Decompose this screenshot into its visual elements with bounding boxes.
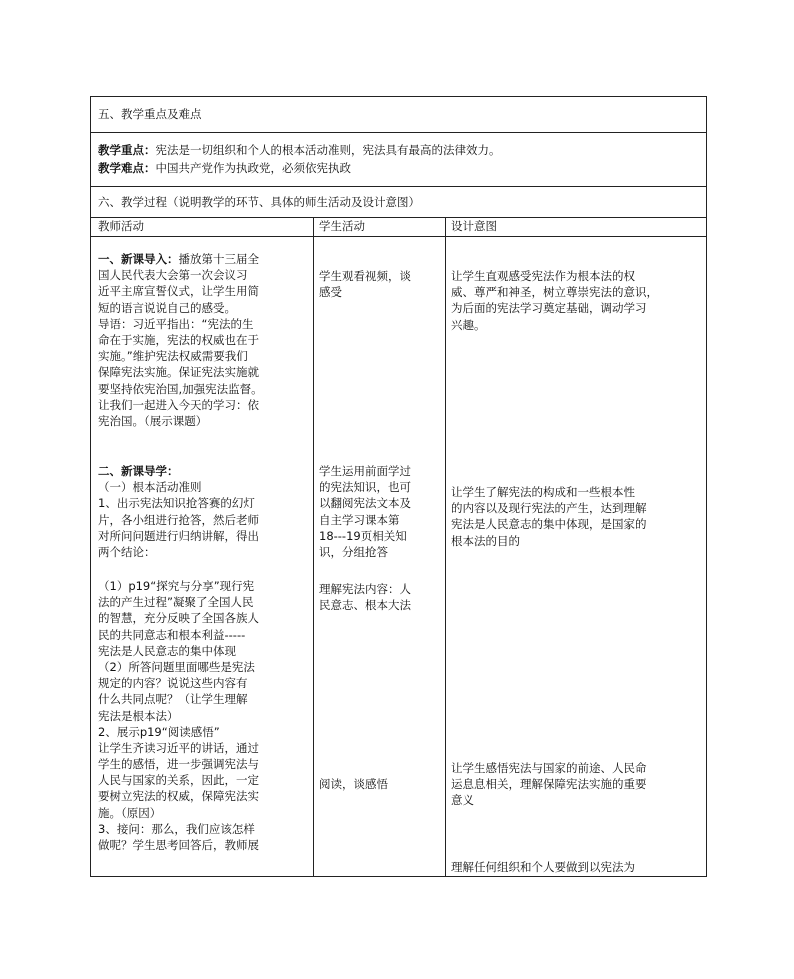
- text-line: [98, 544, 259, 560]
- text-line: [98, 512, 259, 528]
- student-activity-2: [319, 463, 411, 560]
- text-line: [98, 397, 263, 413]
- text-line: 威、尊严和神圣，树立尊崇宪法的意识，: [451, 285, 658, 300]
- key-point-text: 宪法是一切组织和个人的根本活动准则，宪法具有最高的法律效力。: [155, 143, 501, 157]
- text-line: [98, 413, 263, 429]
- text-line: 宪法是根本法）: [98, 708, 179, 723]
- text-line: 的内容以及现行宪法的产生，达到理解: [451, 501, 647, 516]
- text-line: [98, 332, 263, 348]
- line-text: 国人民代表大会第一次会议习: [98, 268, 248, 283]
- text-line: （2）所答问题里面哪些是宪法: [98, 659, 255, 674]
- teacher-intro-block: [98, 251, 263, 429]
- line-text: 两个结论：: [98, 544, 156, 559]
- text-line: 让学生直观感受宪法作为根本法的权: [451, 269, 635, 283]
- text-line: 人民与国家的关系，因此，一定: [98, 773, 259, 788]
- text-line: [98, 495, 259, 511]
- text-line: 根本法的目的: [451, 533, 520, 548]
- text-line: [98, 316, 263, 332]
- line-text: 让我们一起进入今天的学习：依: [98, 397, 259, 412]
- text-line: 让学生了解宪法的构成和一些根本性: [451, 485, 635, 499]
- text-line: 以翻阅宪法文本及: [319, 496, 411, 511]
- line-text: 要坚持依宪治国,加强宪法监督。: [98, 381, 263, 396]
- text-line: 民意志、根本大法: [319, 598, 411, 613]
- student-activity-1: [319, 268, 411, 300]
- text-line: （1）p19“探究与分享”现行宪: [98, 579, 255, 593]
- text-line: 18---19页相关知: [319, 528, 407, 543]
- difficulty-label: 教学难点：: [98, 161, 156, 175]
- text-line: 理解宪法内容：人: [319, 582, 411, 596]
- text-line: [98, 283, 263, 299]
- column-divider: [313, 217, 314, 877]
- text-line: 施。（原因）: [98, 805, 162, 820]
- bold-lead: 二、新课导学：: [98, 464, 179, 478]
- table-divider: [90, 236, 707, 237]
- text-line: 识，分组抢答: [319, 544, 388, 559]
- text-line: 学生观看视频，谈: [319, 269, 411, 283]
- teacher-steps-block: [98, 578, 259, 853]
- student-activity-3: [319, 581, 411, 613]
- text-line: 要树立宪法的权威，保障宪法实: [98, 789, 259, 804]
- text-line: [98, 348, 263, 364]
- table-divider: [90, 186, 707, 187]
- text-line: [98, 463, 259, 479]
- text-line: 兴趣。: [451, 317, 486, 332]
- text-line: 2、展示p19“阅读感悟”: [98, 724, 220, 739]
- line-text: 播放第十三届全: [178, 252, 259, 266]
- line-text: 实施。”维护宪法权威需要我们: [98, 349, 248, 364]
- text-line: 运息息相关，理解保障宪法实施的重要: [451, 777, 647, 792]
- section5-heading: 五、教学重点及难点: [98, 107, 202, 121]
- line-text: 导语：习近平指出：“宪法的生: [98, 316, 254, 331]
- line-text: 命在于实施，宪法的权威也在于: [98, 332, 259, 347]
- text-line: [98, 267, 263, 283]
- difficulty-text: 中国共产党作为执政党，必须依宪执政: [155, 161, 351, 175]
- text-line: 规定的内容？说说这些内容有: [98, 676, 248, 691]
- text-line: 让学生齐读习近平的讲话，通过: [98, 740, 259, 755]
- design-intent-2: [451, 484, 647, 549]
- text-line: 理解任何组织和个人要做到以宪法为: [451, 860, 635, 874]
- line-text: 短的语言说说自己的感受。: [98, 300, 236, 315]
- column-header-teacher: 教师活动: [98, 219, 144, 233]
- table-divider: [90, 217, 707, 218]
- text-line: 让学生感悟宪法与国家的前途、人民命: [451, 761, 647, 775]
- text-line: 3、接问：那么，我们应该怎样: [98, 821, 255, 836]
- line-text: 1、出示宪法知识抢答赛的幻灯: [98, 496, 255, 511]
- text-line: [98, 479, 259, 495]
- table-border-bottom: [90, 876, 707, 877]
- text-line: 意义: [451, 793, 474, 808]
- table-border-left: [90, 96, 91, 877]
- student-activity-4: [319, 776, 388, 792]
- text-line: 法的产生过程”凝聚了全国人民: [98, 595, 254, 610]
- key-point-row: [98, 142, 501, 158]
- text-line: 阅读，谈感悟: [319, 777, 388, 791]
- text-line: 学生的感悟，进一步强调宪法与: [98, 757, 259, 772]
- text-line: 的智慧，充分反映了全国各族人: [98, 611, 259, 626]
- line-text: 近平主席宣誓仪式，让学生用简: [98, 284, 259, 299]
- line-text: 片，各小组进行抢答，然后老师: [98, 512, 259, 527]
- text-line: 宪法是人民意志的集中体现: [98, 643, 236, 658]
- bold-lead: 一、新课导入：: [98, 252, 179, 266]
- text-line: [98, 364, 263, 380]
- line-text: （一）根本活动准则: [98, 480, 202, 495]
- text-line: 感受: [319, 285, 342, 300]
- text-line: [98, 528, 259, 544]
- design-intent-3: [451, 760, 647, 809]
- text-line: 什么共同点呢？（让学生理解: [98, 692, 248, 707]
- design-intent-4: [451, 859, 635, 875]
- column-divider: [445, 217, 446, 877]
- lesson-plan-table: [90, 96, 707, 877]
- text-line: [98, 300, 263, 316]
- line-text: 保障宪法实施。保证宪法实施就: [98, 365, 259, 380]
- teacher-guide-block: [98, 463, 259, 560]
- text-line: 民的共同意志和根本利益-----: [98, 627, 246, 642]
- text-line: [98, 251, 263, 267]
- text-line: 学生运用前面学过: [319, 464, 411, 478]
- line-text: 宪治国。（展示课题）: [98, 413, 208, 428]
- text-line: 做呢？学生思考回答后，教师展: [98, 838, 259, 852]
- text-line: 自主学习课本第: [319, 512, 400, 527]
- table-border-top: [90, 96, 707, 97]
- text-line: 为后面的宪法学习奠定基础，调动学习: [451, 301, 647, 316]
- key-point-label: 教学重点：: [98, 143, 156, 157]
- text-line: 宪法是人民意志的集中体现，是国家的: [451, 517, 647, 532]
- difficulty-row: [98, 160, 351, 176]
- table-border-right: [706, 96, 707, 877]
- table-divider: [90, 132, 707, 133]
- text-line: [98, 381, 263, 397]
- design-intent-1: [451, 268, 658, 333]
- column-header-student: 学生活动: [319, 219, 365, 233]
- column-header-design: 设计意图: [451, 219, 497, 233]
- section6-heading: 六、教学过程（说明教学的环节、具体的师生活动及设计意图）: [98, 195, 420, 209]
- text-line: 的宪法知识，也可: [319, 480, 411, 495]
- line-text: 对所问问题进行归纳讲解，得出: [98, 528, 259, 543]
